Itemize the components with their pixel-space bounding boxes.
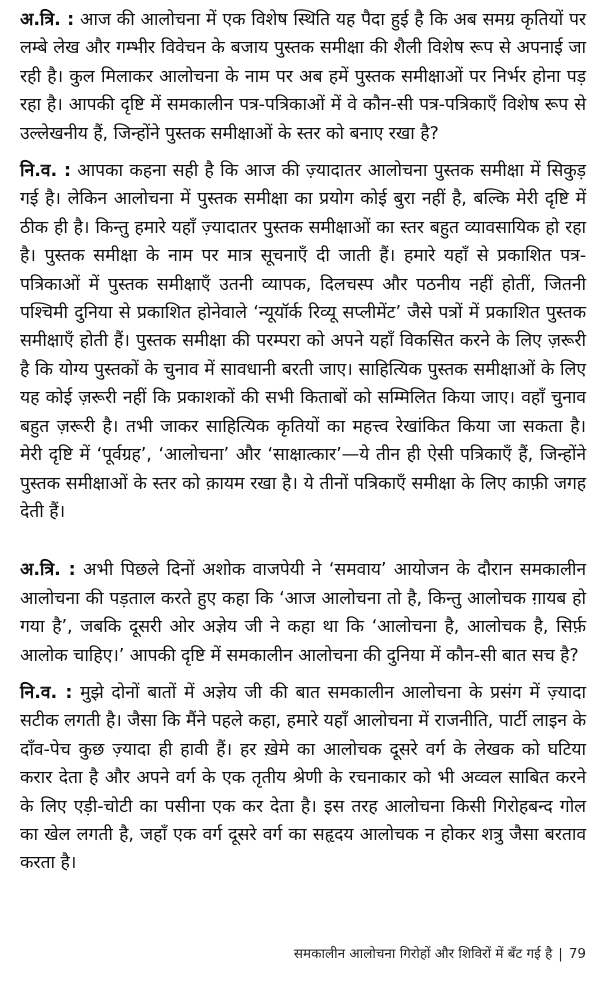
speaker-label: नि.व. : — [20, 682, 73, 703]
running-title: समकालीन आलोचना गिरोहों और शिविरों में बँट गई है — [293, 946, 553, 962]
paragraph-text: अभी पिछले दिनों अशोक वाजपेयी ने ‘समवाय’ आयोजन के दौरान समकालीन आलोचना की पड़ताल करते हुए कहा कि ‘आज आलोचना तो है, किन्तु आलोचक ग़ायब हो गया है’, जबकि दूसरी ओर अज्ञेय जी ने कहा था कि ‘आलोचना है, आलोचक है, सिर्फ़ आलोक चाहिए।’ आपकी दृष्टि में समकालीन आलोचना की दुनिया में कौन-सी बात सच है? — [20, 560, 587, 666]
page-footer — [294, 944, 586, 962]
speaker-label: अ.त्रि. : — [20, 10, 75, 30]
paragraph-answer-1 — [20, 157, 586, 526]
paragraph-text: आज की आलोचना में एक विशेष स्थिति यह पैदा हुई है कि अब समग्र कृतियों पर लम्बे लेख और गम्भीर विवेचन के बजाय पुस्तक समीक्षा की शैली विशेष रूप से अपनाई जा रही है। कुल मिलाकर आलोचना के नाम पर अब हमें पुस्तक समीक्षाओं पर निर्भर होना पड़ रहा है। आपकी दृष्टि में समकालीन पत्र-पत्रिकाओं में वे कौन-सी पत्र-पत्रिकाएँ विशेष रूप से उल्लेखनीय हैं, जिन्होंने पुस्तक समीक्षाओं के स्तर को बनाए रखा है? — [20, 10, 586, 144]
paragraph-question-2 — [20, 556, 586, 670]
paragraph-answer-2 — [20, 679, 586, 878]
footer-separator: | — [558, 946, 563, 962]
speaker-label: नि.व. : — [20, 161, 71, 182]
page-body — [20, 6, 586, 878]
paragraph-question-1 — [20, 6, 586, 148]
paragraph-text: आपका कहना सही है कि आज की ज़्यादातर आलोचना पुस्तक समीक्षा में सिकुड़ गई है। लेकिन आलोचना में पुस्तक समीक्षा का प्रयोग कोई बुरा नहीं है, बल्कि मेरी दृष्टि में ठीक ही है। किन्तु हमारे यहाँ ज़्यादातर पुस्तक समीक्षाओं का स्तर बहुत व्यावसायिक हो रहा है। पुस्तक समीक्षा के नाम पर मात्र सूचनाएँ दी जाती हैं। हमारे यहाँ से प्रकाशित पत्र-पत्रिकाओं में पुस्तक समीक्षाएँ उतनी व्यापक, दिलचस्प और पठनीय नहीं होतीं, जितनी पश्चिमी दुनिया से प्रकाशित होनेवाले ‘न्यूयॉर्क रिव्यू सप्लीमेंट’ जैसे पत्रों में प्रकाशित पुस्तक समीक्षाएँ होती हैं। पुस्तक समीक्षा की परम्परा को अपने यहाँ विकसित करने के लिए ज़रूरी है कि योग्य पुस्तकों के चुनाव में सावधानी बरती जाए। साहित्यिक पुस्तक समीक्षाओं के लिए यह कोई ज़रूरी नहीं कि प्रकाशकों की सभी किताबों को सम्मिलित किया जाए। वहाँ चुनाव बहुत ज़रूरी है। तभी जाकर साहित्यिक कृतियों का महत्त्व रेखांकित किया जा सकता है। मेरी दृष्टि में ‘पूर्वग्रह’, ‘आलोचना’ और ‘साक्षात्कार’—ये तीन ही ऐसी पत्रिकाएँ हैं, जिन्होंने पुस्तक समीक्षाओं के स्तर को क़ायम रखा है। ये तीनों पत्रिकाएँ समीक्षा के लिए काफ़ी जगह देती हैं। — [20, 161, 586, 522]
speaker-label: अ.त्रि. : — [20, 560, 76, 581]
page-number: 79 — [568, 946, 586, 962]
paragraph-text: मुझे दोनों बातों में अज्ञेय जी की बात समकालीन आलोचना के प्रसंग में ज़्यादा सटीक लगती है। जैसा कि मैंने पहले कहा, हमारे यहाँ आलोचना में राजनीति, पार्टी लाइन के दाँव-पेच कुछ ज़्यादा ही हावी हैं। हर ख़ेमे का आलोचक दूसरे वर्ग के लेखक को घटिया करार देता है और अपने वर्ग के एक तृतीय श्रेणी के रचनाकार को भी अव्वल साबित करने के लिए एड़ी-चोटी का पसीना एक कर देता है। इस तरह आलोचना किसी गिरोहबन्द गोल का खेल लगती है, जहाँ एक वर्ग दूसरे वर्ग का सहृदय आलोचक न होकर शत्रु जैसा बरताव करता है। — [20, 682, 586, 874]
